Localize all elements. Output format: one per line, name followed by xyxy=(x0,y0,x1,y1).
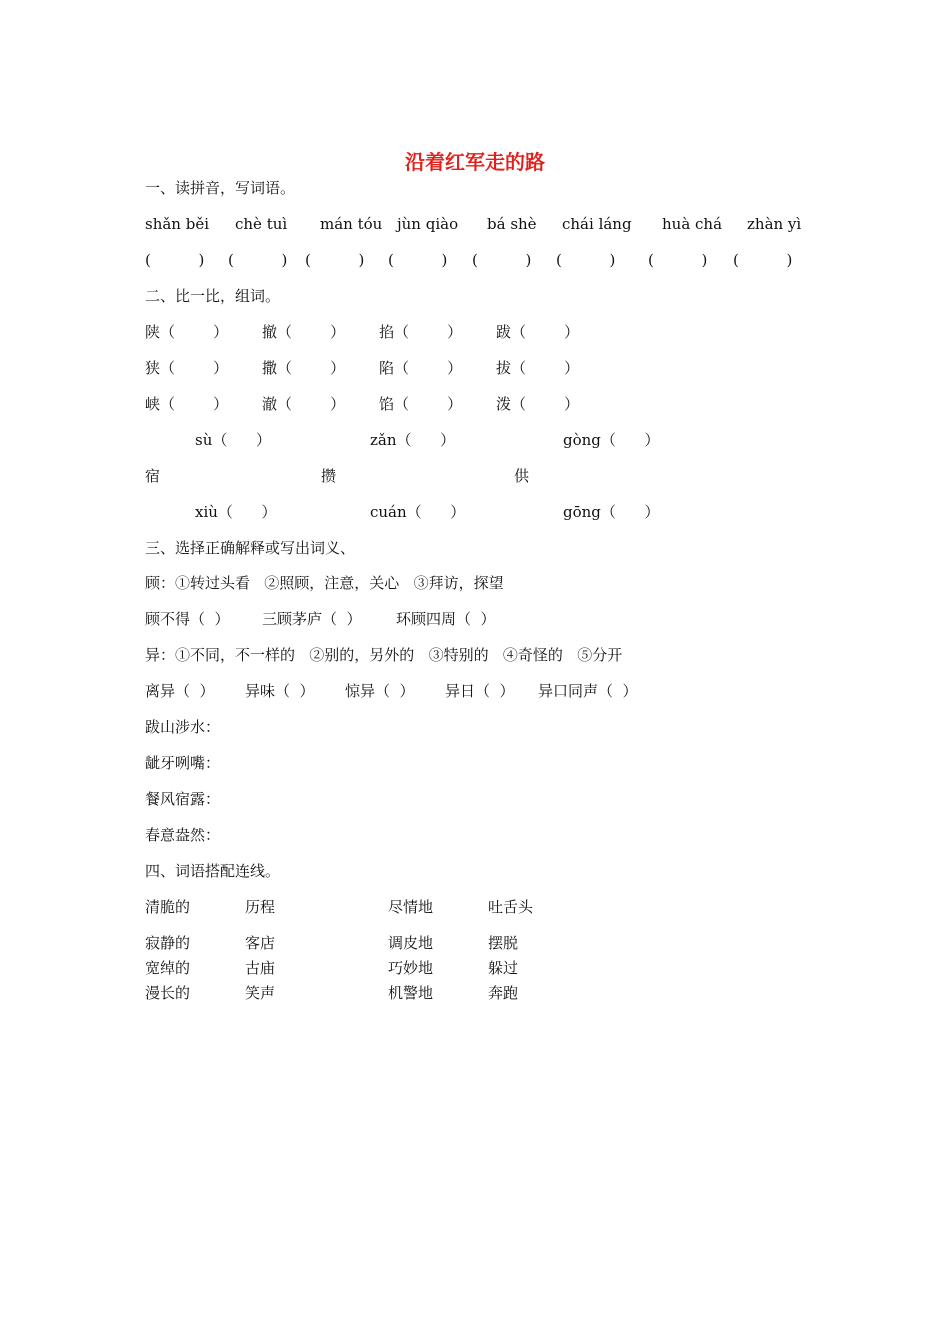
answer-blank-6[interactable]: ( ) xyxy=(556,251,616,269)
polyphone-char: 供 xyxy=(514,467,530,485)
polyphone-reading[interactable]: sù（ ） xyxy=(195,431,271,449)
match-word[interactable]: 摆脱 xyxy=(488,934,519,952)
match-word[interactable]: 古庙 xyxy=(245,959,276,977)
match-word[interactable]: 尽情地 xyxy=(388,898,434,916)
idiom-prompt[interactable]: 餐风宿露： xyxy=(145,790,221,808)
section4-heading: 四、词语搭配连线。 xyxy=(145,862,281,880)
yi-definitions: 异：①不同，不一样的 ②别的，另外的 ③特别的 ④奇怪的 ⑤分开 xyxy=(145,646,623,664)
match-word[interactable]: 躲过 xyxy=(488,959,519,977)
answer-blank-7[interactable]: ( ) xyxy=(648,251,708,269)
gu-definitions: 顾：①转过头看 ②照顾，注意，关心 ③拜访，探望 xyxy=(145,574,504,592)
compare-word[interactable]: 澈（ ） xyxy=(262,395,346,413)
idiom-prompt[interactable]: 春意盎然： xyxy=(145,826,221,844)
compare-word[interactable]: 陕（ ） xyxy=(145,323,229,341)
pinyin-1: shǎn běi xyxy=(145,215,210,233)
answer-blank-3[interactable]: ( ) xyxy=(305,251,365,269)
page-title: 沿着红军走的路 xyxy=(405,150,545,174)
compare-word[interactable]: 掐（ ） xyxy=(379,323,463,341)
section2-heading: 二、比一比，组词。 xyxy=(145,287,281,305)
pinyin-5: bá shè xyxy=(487,215,537,233)
answer-blank-8[interactable]: ( ) xyxy=(733,251,793,269)
section3-heading: 三、选择正确解释或写出词义、 xyxy=(145,539,356,557)
match-word[interactable]: 奔跑 xyxy=(488,984,519,1002)
answer-blank-1[interactable]: ( ) xyxy=(145,251,205,269)
polyphone-reading[interactable]: cuán（ ） xyxy=(370,503,466,521)
compare-word[interactable]: 拔（ ） xyxy=(496,359,580,377)
polyphone-reading[interactable]: gōng（ ） xyxy=(563,503,660,521)
yi-word[interactable]: 异日（ ） xyxy=(445,682,515,700)
polyphone-reading[interactable]: zǎn（ ） xyxy=(370,431,456,449)
match-word[interactable]: 巧妙地 xyxy=(388,959,434,977)
compare-word[interactable]: 狭（ ） xyxy=(145,359,229,377)
match-word[interactable]: 寂静的 xyxy=(145,934,191,952)
yi-word[interactable]: 异味（ ） xyxy=(245,682,315,700)
match-word[interactable]: 清脆的 xyxy=(145,898,191,916)
yi-word[interactable]: 惊异（ ） xyxy=(345,682,415,700)
match-word[interactable]: 机警地 xyxy=(388,984,434,1002)
gu-word[interactable]: 环顾四周（ ） xyxy=(396,610,496,628)
idiom-prompt[interactable]: 龇牙咧嘴： xyxy=(145,754,221,772)
gu-word[interactable]: 三顾茅庐（ ） xyxy=(262,610,362,628)
section1-heading: 一、读拼音，写词语。 xyxy=(145,179,296,197)
yi-word[interactable]: 异口同声（ ） xyxy=(538,682,638,700)
match-word[interactable]: 历程 xyxy=(245,898,276,916)
polyphone-reading[interactable]: xiù（ ） xyxy=(195,503,277,521)
compare-word[interactable]: 峡（ ） xyxy=(145,395,229,413)
match-word[interactable]: 客店 xyxy=(245,934,276,952)
pinyin-8: zhàn yì xyxy=(747,215,802,233)
compare-word[interactable]: 撤（ ） xyxy=(262,323,346,341)
pinyin-4: jùn qiào xyxy=(397,215,459,233)
match-word[interactable]: 宽绰的 xyxy=(145,959,191,977)
answer-blank-2[interactable]: ( ) xyxy=(228,251,288,269)
pinyin-6: chái láng xyxy=(562,215,632,233)
match-word[interactable]: 漫长的 xyxy=(145,984,191,1002)
answer-blank-5[interactable]: ( ) xyxy=(472,251,532,269)
match-word[interactable]: 笑声 xyxy=(245,984,276,1002)
polyphone-reading[interactable]: gòng（ ） xyxy=(563,431,660,449)
idiom-prompt[interactable]: 跋山涉水： xyxy=(145,718,221,736)
yi-word[interactable]: 离异（ ） xyxy=(145,682,215,700)
pinyin-2: chè tuì xyxy=(235,215,288,233)
polyphone-char: 攒 xyxy=(321,467,337,485)
compare-word[interactable]: 馅（ ） xyxy=(379,395,463,413)
compare-word[interactable]: 跋（ ） xyxy=(496,323,580,341)
compare-word[interactable]: 撒（ ） xyxy=(262,359,346,377)
answer-blank-4[interactable]: ( ) xyxy=(388,251,448,269)
compare-word[interactable]: 泼（ ） xyxy=(496,395,580,413)
match-word[interactable]: 调皮地 xyxy=(388,934,434,952)
match-word[interactable]: 吐舌头 xyxy=(488,898,534,916)
compare-word[interactable]: 陷（ ） xyxy=(379,359,463,377)
pinyin-7: huà chá xyxy=(662,215,723,233)
pinyin-3: mán tóu xyxy=(320,215,383,233)
gu-word[interactable]: 顾不得（ ） xyxy=(145,610,230,628)
polyphone-char: 宿 xyxy=(145,467,161,485)
